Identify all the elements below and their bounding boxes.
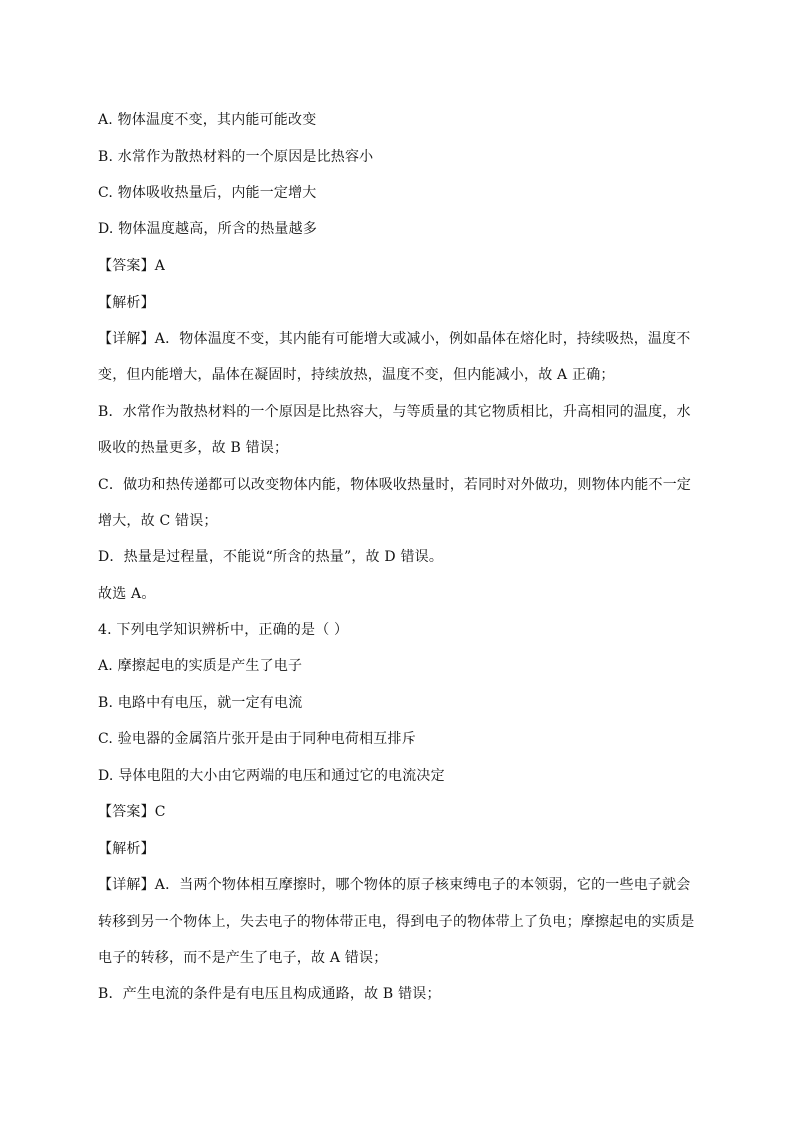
detail-line: C．做功和热传递都可以改变物体内能，物体吸收热量时，若同时对外做功，则物体内能不一定: [98, 477, 692, 493]
detail-line: 增大，故 C 错误；: [98, 513, 218, 529]
conclusion-line: 故选 A。: [98, 586, 156, 602]
detail-line: B．水常作为散热材料的一个原因是比热容大，与等质量的其它物质相比，升高相同的温度，水: [98, 404, 691, 420]
analysis-label: 【解析】: [98, 841, 155, 857]
analysis-label: 【解析】: [98, 295, 155, 311]
detail-line: 【详解】A．物体温度不变，其内能有可能增大或减小，例如晶体在熔化时，持续吸热，温度不: [98, 331, 691, 347]
answer-label: 【答案】C: [98, 804, 166, 820]
option-c: C. 验电器的金属箔片张开是由于同种电荷相互排斥: [98, 731, 416, 747]
option-d: D. 导体电阻的大小由它两端的电压和通过它的电流决定: [98, 768, 445, 784]
option-d: D. 物体温度越高，所含的热量越多: [98, 221, 318, 237]
answer-label: 【答案】A: [98, 258, 166, 274]
option-a: A. 物体温度不变，其内能可能改变: [98, 112, 317, 128]
detail-line: D．热量是过程量，不能说“所含的热量”，故 D 错误。: [98, 549, 444, 565]
option-c: C. 物体吸收热量后，内能一定增大: [98, 185, 317, 201]
detail-line: B．产生电流的条件是有电压且构成通路，故 B 错误；: [98, 986, 441, 1002]
option-b: B. 电路中有电压，就一定有电流: [98, 695, 303, 711]
option-a: A. 摩擦起电的实质是产生了电子: [98, 658, 303, 674]
option-b: B. 水常作为散热材料的一个原因是比热容小: [98, 149, 374, 165]
detail-line: 转移到另一个物体上，失去电子的物体带正电，得到电子的物体带上了负电；摩擦起电的实质是: [98, 914, 695, 930]
detail-line: 变，但内能增大，晶体在凝固时，持续放热，温度不变，但内能减小，故 A 正确；: [98, 367, 615, 383]
detail-line: 【详解】A．当两个物体相互摩擦时，哪个物体的原子核束缚电子的本领弱，它的一些电子就会: [98, 877, 691, 893]
detail-line: 吸收的热量更多，故 B 错误；: [98, 440, 289, 456]
detail-line: 电子的转移，而不是产生了电子，故 A 错误；: [98, 950, 388, 966]
question-4: 4. 下列电学知识辨析中，正确的是（ ）: [98, 622, 349, 638]
